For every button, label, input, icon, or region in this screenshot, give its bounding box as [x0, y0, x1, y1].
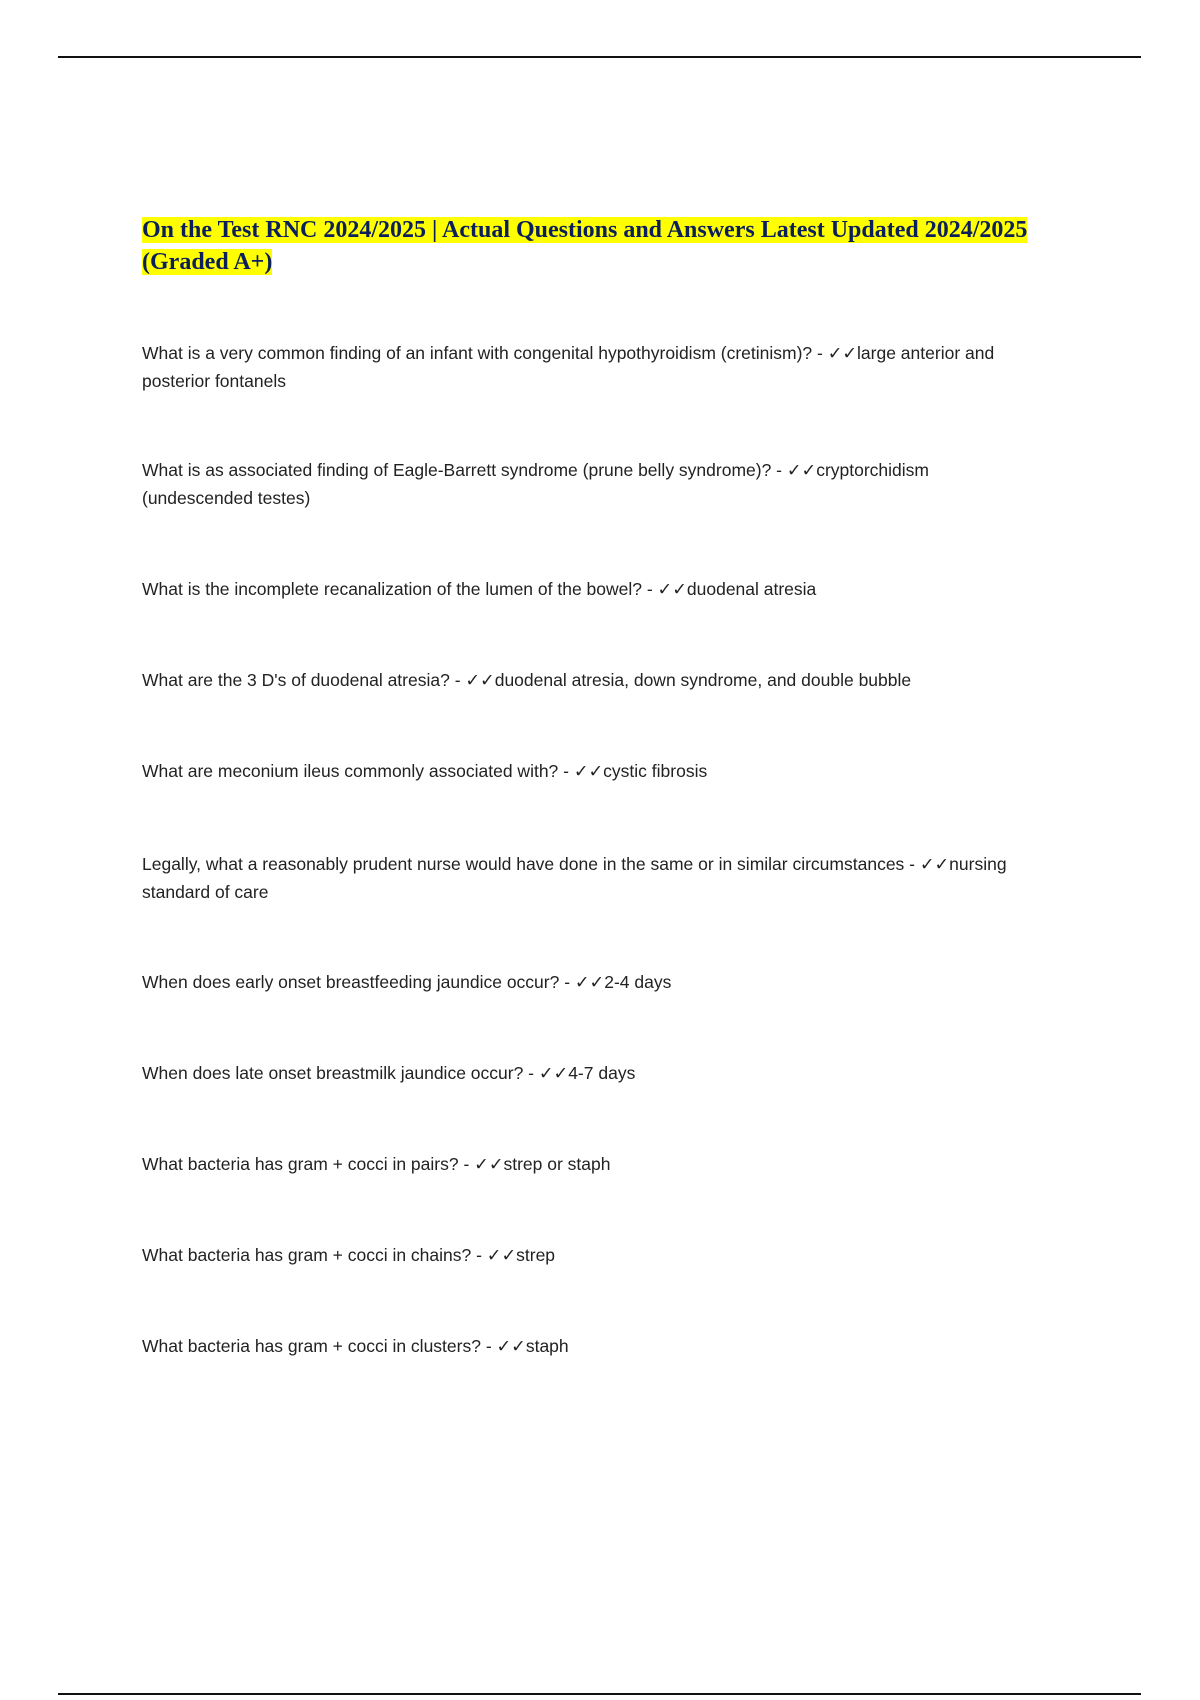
bottom-rule	[58, 1693, 1141, 1695]
document-title	[142, 214, 1042, 278]
qa-item-9: What bacteria has gram + cocci in pairs? - ✓✓strep or staph	[142, 1154, 611, 1174]
qa-item-2: What is as associated finding of Eagle-Barrett syndrome (prune belly syndrome)? - ✓✓cryptorchidism (undescended testes)	[142, 460, 930, 508]
document-title-text: On the Test RNC 2024/2025 | Actual Questions and Answers Latest Updated 2024/2025 (Graded A+)	[142, 217, 1028, 275]
qa-item-7: When does early onset breastfeeding jaundice occur? - ✓✓2-4 days	[142, 972, 672, 992]
qa-item-11: What bacteria has gram + cocci in clusters? - ✓✓staph	[142, 1336, 569, 1356]
qa-item-5: What are meconium ileus commonly associated with? - ✓✓cystic fibrosis	[142, 761, 708, 781]
qa-item-10: What bacteria has gram + cocci in chains? - ✓✓strep	[142, 1245, 556, 1265]
qa-item-8: When does late onset breastmilk jaundice occur? - ✓✓4-7 days	[142, 1063, 636, 1083]
qa-item-6: Legally, what a reasonably prudent nurse would have done in the same or in similar circumstances - ✓✓nursing standard of care	[142, 854, 1007, 902]
qa-item-1: What is a very common finding of an infant with congenital hypothyroidism (cretinism)? - ✓✓large anterior and posterior fontanels	[142, 343, 995, 391]
qa-item-4: What are the 3 D's of duodenal atresia? - ✓✓duodenal atresia, down syndrome, and double bubble	[142, 670, 912, 690]
top-rule	[58, 56, 1141, 58]
qa-item-3: What is the incomplete recanalization of the lumen of the bowel? - ✓✓duodenal atresia	[142, 579, 817, 599]
